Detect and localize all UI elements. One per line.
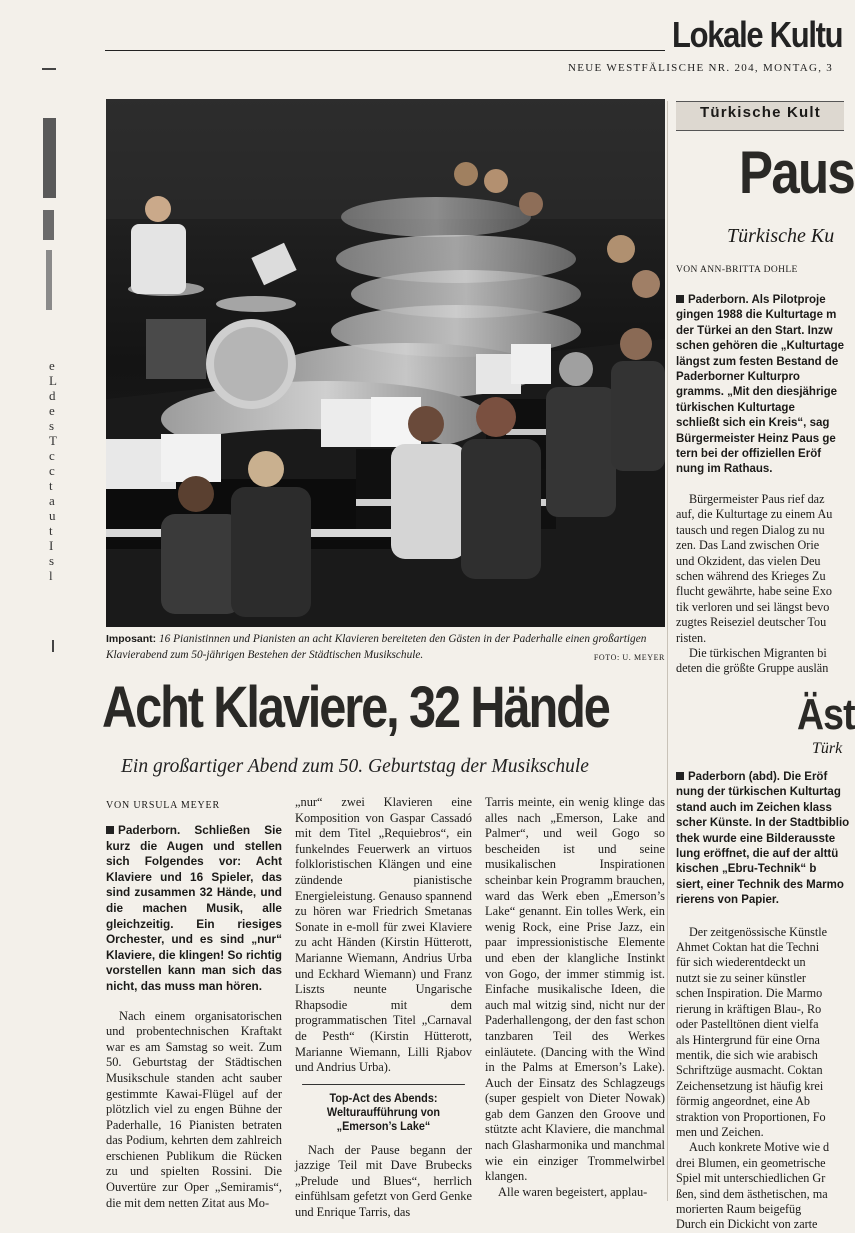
margin-letter: e <box>49 358 55 373</box>
newspaper-dateline: NEUE WESTFÄLISCHE NR. 204, MONTAG, 3 <box>568 62 834 74</box>
margin-dark-bar <box>43 210 54 240</box>
caption-text: 16 Pianistinnen und Pianisten an acht Klavieren bereiteten den Gästen in der Paderhalle einen großartigen Klavierabend zum 50-jährigen Bestehen der Städtischen Musikschule. <box>106 633 647 661</box>
text-line: thek wurde eine Bilderausste <box>676 832 836 845</box>
text-line: men und Zeichen. <box>676 1124 764 1139</box>
text-line: Die türkischen Migranten bi <box>689 645 827 660</box>
text-line: zugtes Reiseziel deutscher Tou <box>676 615 827 630</box>
side-subheadline: Türkische Ku <box>727 225 835 247</box>
text-line: Paderborn. Als Pilotproje <box>676 293 844 308</box>
margin-tick <box>52 640 54 652</box>
text-line: Schriftzüge ausmacht. Coktan <box>676 1063 823 1078</box>
lead-text: Paderborn. Schließen Sie kurz die Augen und stellen sich Folgendes vor: Acht Klaviere und 16 Spieler, das sind zusammen 32 Hände, und die machen Musik, alle gleichzeitig. Ein riesiges Orchester, und es sind „nur“ Klaviere, die klingen! So richtig vorstellen kann man sich das nicht, das muss man hören. <box>106 823 282 993</box>
text-line: Auch konkrete Motive wie d <box>689 1140 830 1155</box>
intertitle-line: „Emerson’s Lake“ <box>336 1118 431 1133</box>
text-line: nung der türkischen Kulturtag <box>676 786 841 799</box>
text-line: deten die größte Gruppe auslän <box>676 661 829 676</box>
text-line: schließt sich ein Kreis“, sag <box>676 417 830 430</box>
text-line: Zeichensetzung ist häufig krei <box>676 1078 824 1093</box>
article-column-3 <box>485 795 665 1200</box>
margin-letter: u <box>49 508 56 523</box>
text-line: stand auch im Zeichen klass <box>676 801 832 814</box>
side-kicker: Türkische Kult <box>700 104 821 121</box>
text-line: als Hintergrund für eine Orna <box>676 1032 820 1047</box>
side-headline-2: Äst <box>797 690 855 739</box>
text-line: Bürgermeister Heinz Paus ge <box>676 432 836 445</box>
section-title: Lokale Kultu <box>672 14 843 55</box>
margin-letter-fragment <box>49 358 59 583</box>
text-line: gramms. „Mit den diesjährige <box>676 386 838 399</box>
text-line: ßen, sind dem ästhetischen, ma <box>676 1186 828 1201</box>
text-line: rierens von Papier. <box>676 894 779 907</box>
text-line: gingen 1988 die Kulturtage m <box>676 309 837 322</box>
photo-caption <box>106 632 665 665</box>
article-column-2 <box>295 795 472 1221</box>
article-column-1 <box>106 823 282 1211</box>
text-line: siert, einer Technik des Marmo <box>676 878 844 891</box>
text-line: schen während des Krieges Zu <box>676 568 826 583</box>
side-body-paragraph <box>676 492 844 646</box>
bullet-square-icon <box>106 826 114 834</box>
text-line: schen gehören die „Kulturtage <box>676 340 845 353</box>
caption-label: Imposant: <box>106 633 157 645</box>
margin-dark-bar <box>46 250 52 310</box>
text-line: türkischen Kulturtage <box>676 401 795 414</box>
header-rule <box>105 50 665 51</box>
text-line: tern bei der offiziellen Eröf <box>676 448 822 461</box>
text-line: zen. Das Land zwischen Orie <box>676 538 820 553</box>
margin-letter: c <box>49 463 55 478</box>
article-headline: Acht Klaviere, 32 Hände <box>102 675 609 740</box>
side-subheadline-2: Türk <box>812 740 843 757</box>
margin-letter: I <box>49 538 54 553</box>
body-paragraph: „nur“ zwei Klavieren eine Komposition von Gaspar Cassadó mit dem Titel „Requiebros“, ein funkelndes Feuerwerk an virtuos folkloristischen Klängen und eine zündende pianistische Energieleistung. Genauso spannend zu hören war Friedrich Smetanas Sonate in e-moll für zwei Klaviere zu acht Händen (Kirstin Hütterott, Marianne Wiemann, Andrius Urba und Eckhard Wiemann) und Franz Liszts neunte Ungarische Rhapsodie mit dem programmatischen Titel „Carnaval de Pesth“ (Kirstin Hütterott, Marianne Wiemann, Lilli Rjabov und Andrius Urba). <box>295 795 472 1075</box>
text-line: oder Pastelltönen dient vielfa <box>676 1017 819 1032</box>
margin-letter: t <box>49 523 53 538</box>
margin-dark-bar <box>43 118 56 198</box>
concert-photo <box>106 99 665 627</box>
text-line: morierten Raum beigefüg <box>676 1201 802 1216</box>
text-line: mentik, die sich wie arabisch <box>676 1047 818 1062</box>
text-line: scher Künste. In der Stadtbiblio <box>676 817 850 830</box>
margin-letter: L <box>49 373 57 388</box>
side-byline: VON ANN-BRITTA DOHLE <box>676 265 798 275</box>
body-paragraph: Alle waren begeistert, applau- <box>498 1184 648 1199</box>
bullet-square-icon <box>676 772 684 780</box>
text-line: förmig angeordnet, eine Ab <box>676 1094 811 1109</box>
text-line: Ahmet Coktan hat die Techni <box>676 940 820 955</box>
text-line: drei Blumen, ein geometrische <box>676 1155 826 1170</box>
margin-letter: l <box>49 568 53 583</box>
side-column-bottom <box>676 770 850 1233</box>
text-line: nung im Rathaus. <box>676 463 773 476</box>
margin-letter: c <box>49 448 55 463</box>
text-line: nutzt sie zu seiner künstler <box>676 970 806 985</box>
article-byline: VON URSULA MEYER <box>106 800 220 811</box>
text-line: flucht gewährte, habe seine Exo <box>676 584 833 599</box>
text-line: Spiel mit unterschiedlichen Gr <box>676 1171 826 1186</box>
text-line: Der zeitgenössische Künstle <box>689 924 828 939</box>
intertitle-line: Welturaufführung von <box>326 1104 441 1119</box>
pianists-on-stage-image <box>106 99 665 627</box>
side-headline: Paus <box>739 139 855 206</box>
text-line: kischen „Ebru-Technik“ b <box>676 863 817 876</box>
side-body-paragraph <box>676 1140 844 1232</box>
margin-letter: d <box>49 388 56 403</box>
side-lead-paragraph <box>676 293 844 478</box>
intertitle-line: Top-Act des Abends: <box>329 1090 438 1105</box>
body-paragraph: Nach einem organisatorischen und probentechnischen Kraftakt war es am Samstag so weit. Zum 50. Geburtstag der Städtischen Musikschule standen acht sauber gestimmte Kawai-Flügel auf der plötzlich viel zu engen Bühne der Paderhalle, 16 Pianisten betraten das Podium, kehrten dem zahlreich erschienen Publikum die Rücken zu und spielten Rossini. Die Ouvertüre zur Oper „Semiramis“, die mit dem netten Zitat aus Mo- <box>106 1008 282 1210</box>
margin-dash <box>42 68 56 70</box>
text-line: lung eröffnet, die auf der alttü <box>676 848 839 861</box>
text-line: Paderborner Kulturpro <box>676 371 800 384</box>
article-lead-paragraph <box>106 823 282 995</box>
body-paragraph: Tarris meinte, ein wenig klinge das alles nach „Emerson, Lake and Palmer“, und weil Gogo so bescheiden ist und seine musikalischen Inspirationen scheinbar kein Programm brauchen, ward das Werk eben „Emerson’s Lake“ genannt. Ein tolles Werk, ein wenig Rock, eine Prise Jazz, ein paar impressionistische Elemente und eben der klangliche Instinkt von Gogo, der immer stimmig ist. Einfache musikalische Ideen, die auch mal witzig sind, nicht nur der Paderhallengong, der den fast schon tanzbaren Teil des Werkes einläutete. (Dancing with the Wind in the Palms at Emerson’s Lake). Auch der Einsatz des Schlagzeugs (super gespielt von Dieter Nowak) gab dem Ganzen den Groove und stützte acht Klaviere, die manchmal nach Glasharmonika und manchmal wie ein einziger Trommelwirbel klangen. <box>485 795 665 1184</box>
margin-letter: a <box>49 493 55 508</box>
text-line: längst zum festen Bestand de <box>676 355 839 368</box>
side-lead-paragraph-2 <box>676 770 850 909</box>
text-line: risten. <box>676 630 707 645</box>
text-line: der Türkei an den Start. Inzw <box>676 324 833 337</box>
text-line: schen Inspiration. Die Marmo <box>676 986 823 1001</box>
text-line: und Okzident, das vielen Deu <box>676 553 821 568</box>
margin-letter: T <box>49 433 57 448</box>
article-subheadline: Ein großartiger Abend zum 50. Geburtstag der Musikschule <box>121 756 589 777</box>
side-body-paragraph <box>676 646 844 677</box>
text-line: tik verloren und sei längst bevo <box>676 599 830 614</box>
text-line: rierung in kräftigen Blau-, Ro <box>676 1001 822 1016</box>
body-paragraph: Nach der Pause begann der jazzige Teil mit Dave Brubecks „Prelude und Blues“, herrlich einfühlsam gefetzt von Gerd Genke und Enrique Tarris, das <box>295 1142 472 1220</box>
intertitle <box>302 1084 465 1133</box>
text-line: auf, die Kulturtage zu einem Au <box>676 507 833 522</box>
text-line: für sich wiederentdeckt un <box>676 955 806 970</box>
side-column-top <box>676 293 844 677</box>
text-line: straktion von Proportionen, Fo <box>676 1109 826 1124</box>
margin-letter: s <box>49 418 55 433</box>
margin-letter: t <box>49 478 53 493</box>
text-line: tausch und regen Dialog zu nu <box>676 522 825 537</box>
column-divider <box>667 101 668 1201</box>
photo-credit: FOTO: U. MEYER <box>593 652 665 662</box>
bullet-square-icon <box>676 295 684 303</box>
margin-letter: e <box>49 403 55 418</box>
text-line: Paderborn (abd). Die Eröf <box>676 770 844 785</box>
margin-letter: s <box>49 553 55 568</box>
side-body-paragraph <box>676 925 844 1141</box>
text-line: Durch ein Dickicht von zarte <box>676 1217 818 1232</box>
text-line: Bürgermeister Paus rief daz <box>689 491 825 506</box>
